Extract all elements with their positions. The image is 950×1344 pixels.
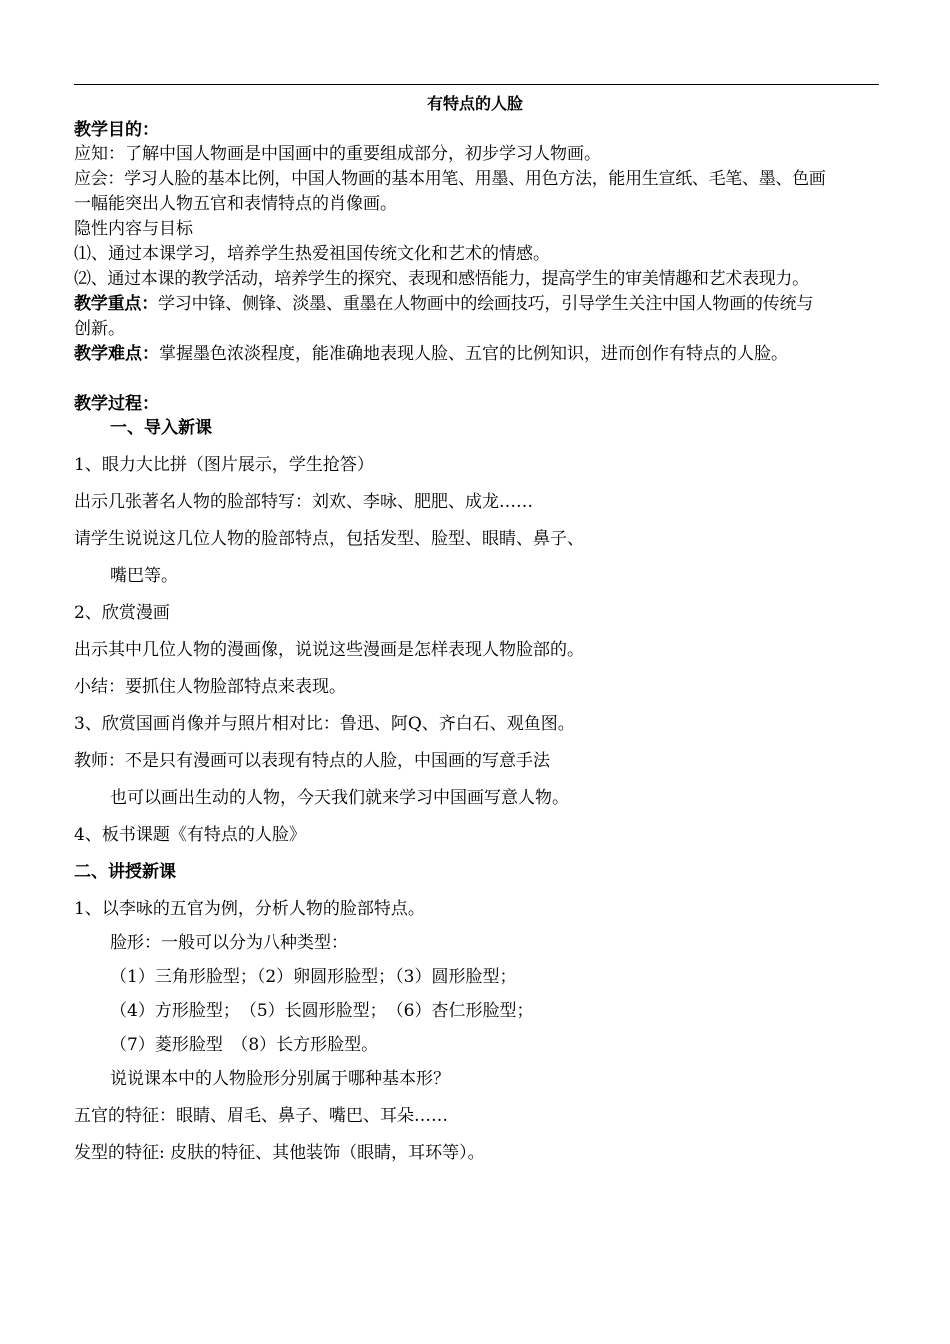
goal-know: 应知：了解中国人物画是中国画中的重要组成部分，初步学习人物画。 — [74, 144, 601, 164]
s1-item-1-c: 嘴巴等。 — [110, 566, 178, 586]
s1-item-4: 4、板书课题《有特点的人脸》 — [74, 825, 306, 845]
difficulty-line — [74, 342, 788, 366]
hidden-goal-2: ⑵、通过本课的教学活动，培养学生的探究、表现和感悟能力，提高学生的审美情趣和艺术表现力。 — [74, 269, 809, 289]
process-heading: 教学过程： — [74, 394, 159, 414]
s1-item-2-a: 出示其中几位人物的漫画像，说说这些漫画是怎样表现人物脸部的。 — [74, 640, 584, 660]
s2-item-1: 1、以李咏的五官为例，分析人物的脸部特点。 — [74, 899, 425, 919]
s1-item-3-b: 也可以画出生动的人物，今天我们就来学习中国画写意人物。 — [110, 788, 569, 808]
s1-item-1: 1、眼力大比拼（图片展示，学生抢答） — [74, 455, 374, 475]
s1-item-2-b: 小结：要抓住人物脸部特点来表现。 — [74, 677, 346, 697]
goals-heading: 教学目的： — [74, 120, 159, 140]
hidden-heading: 隐性内容与目标 — [74, 219, 193, 239]
hidden-goal-1: ⑴、通过本课学习，培养学生热爱祖国传统文化和艺术的情感。 — [74, 244, 550, 264]
difficulty-text: 掌握墨色浓淡程度，能准确地表现人脸、五官的比例知识，进而创作有特点的人脸。 — [159, 344, 788, 364]
focus-label: 教学重点： — [74, 294, 158, 314]
page-title: 有特点的人脸 — [426, 94, 523, 113]
s1-item-1-b: 请学生说说这几位人物的脸部特点，包括发型、脸型、眼睛、鼻子、 — [74, 529, 584, 549]
goal-skill-line-2: 一幅能突出人物五官和表情特点的肖像画。 — [74, 194, 397, 214]
difficulty-label: 教学难点： — [74, 344, 159, 364]
s2-features: 五官的特征：眼睛、眉毛、鼻子、嘴巴、耳朵…… — [74, 1106, 448, 1126]
focus-line-1 — [74, 292, 813, 316]
s2-face-types-3: （7）菱形脸型 （8）长方形脸型。 — [110, 1035, 379, 1055]
s1-item-3: 3、欣赏国画肖像并与照片相对比：鲁迅、阿Q、齐白石、观鱼图。 — [74, 714, 575, 734]
header-rule — [74, 84, 879, 85]
s2-hair: 发型的特征: 皮肤的特征、其他装饰（眼睛，耳环等）。 — [74, 1143, 485, 1163]
focus-text: 学习中锋、侧锋、淡墨、重墨在人物画中的绘画技巧，引导学生关注中国人物画的传统与 — [158, 294, 814, 314]
goal-skill-line-1: 应会：学习人脸的基本比例，中国人物画的基本用笔、用墨、用色方法，能用生宣纸、毛笔、墨、色画 — [74, 169, 826, 189]
s2-face-types-2: （4）方形脸型； （5）长圆形脸型； （6）杏仁形脸型； — [110, 1001, 534, 1021]
section-1-heading: 一、导入新课 — [110, 418, 212, 438]
s2-face-intro: 脸形：一般可以分为八种类型： — [110, 933, 348, 953]
s1-item-3-a: 教师：不是只有漫画可以表现有特点的人脸，中国画的写意手法 — [74, 751, 550, 771]
s2-face-question: 说说课本中的人物脸形分别属于哪种基本形？ — [110, 1069, 450, 1089]
s1-item-2: 2、欣赏漫画 — [74, 603, 170, 623]
focus-line-2: 创新。 — [74, 319, 125, 339]
s2-face-types-1: （1）三角形脸型；（2）卵圆形脸型；（3）圆形脸型； — [110, 967, 517, 987]
s1-item-1-a: 出示几张著名人物的脸部特写：刘欢、李咏、肥肥、成龙…… — [74, 492, 533, 512]
section-2-heading: 二、讲授新课 — [74, 862, 176, 882]
